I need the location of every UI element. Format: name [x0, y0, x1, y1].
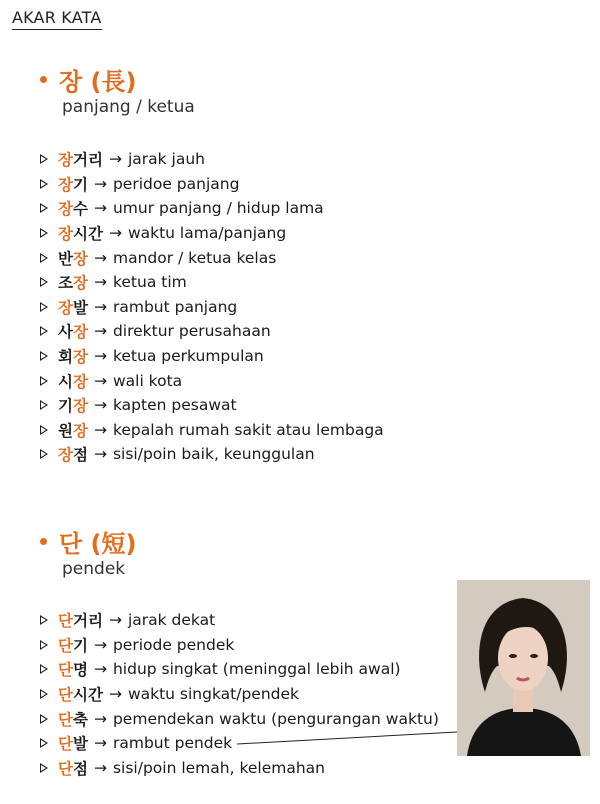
- word-root: 장: [72, 372, 88, 391]
- word-item: [40, 393, 384, 418]
- triangle-bullet-icon: [40, 400, 48, 410]
- arrow-icon: →: [108, 150, 122, 169]
- word-root: 단: [58, 710, 73, 729]
- triangle-bullet-icon: [40, 449, 48, 459]
- triangle-bullet-icon: [40, 179, 48, 189]
- word-item: [40, 319, 384, 344]
- word-suffix: 점: [72, 446, 88, 465]
- arrow-icon: →: [93, 758, 107, 777]
- word-root: 장: [58, 200, 73, 219]
- arrow-icon: →: [108, 611, 122, 630]
- word-suffix: 축: [72, 710, 88, 729]
- korean-word: [58, 708, 88, 730]
- word-gloss: hidup singkat (meninggal lebih awal): [112, 660, 401, 679]
- arrow-icon: →: [93, 420, 107, 439]
- korean-word: [58, 419, 88, 441]
- root-heading: 장 (長): [59, 68, 137, 96]
- korean-word: [58, 658, 88, 680]
- word-list-jang: [40, 147, 384, 467]
- korean-word: [58, 148, 103, 170]
- word-item: [40, 245, 384, 270]
- word-gloss: kepalah rumah sakit atau lembaga: [112, 420, 384, 439]
- word-root: 단: [58, 661, 73, 680]
- word-prefix: 조: [58, 274, 73, 293]
- korean-word: [58, 271, 88, 293]
- word-root: 장: [58, 225, 73, 244]
- word-item: [40, 657, 439, 682]
- triangle-bullet-icon: [40, 425, 48, 435]
- triangle-bullet-icon: [40, 277, 48, 287]
- word-root: 장: [58, 446, 73, 465]
- arrow-icon: →: [93, 709, 107, 728]
- triangle-bullet-icon: [40, 664, 48, 674]
- arrow-icon: →: [93, 660, 107, 679]
- triangle-bullet-icon: [40, 154, 48, 164]
- korean-word: [58, 394, 88, 416]
- word-gloss: sisi/poin baik, keunggulan: [112, 445, 315, 464]
- word-item: [40, 442, 384, 467]
- word-root: 단: [58, 735, 73, 754]
- triangle-bullet-icon: [40, 738, 48, 748]
- word-gloss: periode pendek: [112, 635, 235, 654]
- korean-word: [58, 757, 88, 779]
- word-suffix: 시간: [72, 686, 103, 705]
- word-gloss: wali kota: [112, 371, 183, 390]
- korean-word: [58, 247, 88, 269]
- korean-word: [58, 173, 88, 195]
- word-root: 단: [58, 686, 73, 705]
- portrait-photo: [457, 580, 590, 756]
- korean-word: [58, 609, 103, 631]
- korean-word: [58, 683, 103, 705]
- word-gloss: kapten pesawat: [112, 396, 237, 415]
- word-gloss: umur panjang / hidup lama: [112, 199, 324, 218]
- word-root: 장: [58, 151, 73, 170]
- triangle-bullet-icon: [40, 203, 48, 213]
- word-item: [40, 756, 439, 781]
- korean-word: [58, 345, 88, 367]
- word-prefix: 원: [58, 421, 73, 440]
- word-item: [40, 147, 384, 172]
- triangle-bullet-icon: [40, 228, 48, 238]
- word-gloss: ketua perkumpulan: [112, 347, 264, 366]
- word-root: 단: [58, 612, 73, 631]
- korean-word: [58, 222, 103, 244]
- word-gloss: direktur perusahaan: [112, 322, 271, 341]
- word-root: 단: [58, 636, 73, 655]
- arrow-icon: →: [108, 685, 122, 704]
- word-list-dan: [40, 608, 439, 780]
- korean-word: [58, 320, 88, 342]
- section-heading-dan: [40, 524, 136, 559]
- korean-word: [58, 197, 88, 219]
- arrow-icon: →: [93, 248, 107, 267]
- word-item: [40, 270, 384, 295]
- korean-word: [58, 634, 88, 656]
- arrow-icon: →: [93, 174, 107, 193]
- word-suffix: 거리: [72, 612, 103, 631]
- pointer-line: [237, 730, 459, 750]
- korean-word: [58, 443, 88, 465]
- word-item: [40, 172, 384, 197]
- word-root: 장: [72, 274, 88, 293]
- root-meaning: panjang / ketua: [62, 97, 195, 117]
- root-heading: 단 (短): [59, 530, 137, 558]
- triangle-bullet-icon: [40, 376, 48, 386]
- korean-word: [58, 370, 88, 392]
- word-gloss: mandor / ketua kelas: [112, 248, 277, 267]
- arrow-icon: →: [93, 322, 107, 341]
- word-gloss: peridoe panjang: [112, 174, 240, 193]
- word-root: 장: [72, 421, 88, 440]
- arrow-icon: →: [93, 734, 107, 753]
- word-item: [40, 608, 439, 633]
- word-item: [40, 682, 439, 707]
- bullet-icon: [40, 538, 47, 545]
- word-item: [40, 344, 384, 369]
- word-prefix: 사: [58, 323, 73, 342]
- word-gloss: pemendekan waktu (pengurangan waktu): [112, 709, 439, 728]
- word-suffix: 명: [72, 661, 88, 680]
- word-item: [40, 633, 439, 658]
- bullet-icon: [40, 76, 47, 83]
- word-gloss: jarak dekat: [127, 611, 216, 630]
- word-gloss: ketua tim: [112, 273, 187, 292]
- triangle-bullet-icon: [40, 351, 48, 361]
- word-suffix: 기: [72, 636, 88, 655]
- word-gloss: rambut pendek: [112, 734, 233, 753]
- arrow-icon: →: [93, 297, 107, 316]
- triangle-bullet-icon: [40, 326, 48, 336]
- word-suffix: 발: [72, 298, 88, 317]
- triangle-bullet-icon: [40, 763, 48, 773]
- triangle-bullet-icon: [40, 640, 48, 650]
- word-gloss: rambut panjang: [112, 297, 238, 316]
- word-suffix: 기: [72, 175, 88, 194]
- word-item: [40, 706, 439, 731]
- arrow-icon: →: [93, 371, 107, 390]
- word-prefix: 기: [58, 397, 73, 416]
- word-item: [40, 221, 384, 246]
- arrow-icon: →: [93, 635, 107, 654]
- word-root: 장: [72, 397, 88, 416]
- word-suffix: 점: [72, 759, 88, 778]
- word-prefix: 회: [58, 348, 73, 367]
- word-root: 장: [72, 348, 88, 367]
- word-item: [40, 196, 384, 221]
- arrow-icon: →: [93, 445, 107, 464]
- arrow-icon: →: [108, 224, 122, 243]
- word-item: [40, 368, 384, 393]
- brand-title: AKAR KATA: [12, 8, 102, 30]
- section-heading-jang: [40, 62, 136, 97]
- word-gloss: waktu lama/panjang: [127, 224, 287, 243]
- root-meaning: pendek: [62, 559, 126, 579]
- word-gloss: sisi/poin lemah, kelemahan: [112, 758, 325, 777]
- word-root: 장: [58, 175, 73, 194]
- triangle-bullet-icon: [40, 714, 48, 724]
- triangle-bullet-icon: [40, 302, 48, 312]
- korean-word: [58, 296, 88, 318]
- word-item: [40, 295, 384, 320]
- arrow-icon: →: [93, 199, 107, 218]
- arrow-icon: →: [93, 396, 107, 415]
- arrow-icon: →: [93, 347, 107, 366]
- word-gloss: waktu singkat/pendek: [127, 685, 300, 704]
- korean-word: [58, 732, 88, 754]
- triangle-bullet-icon: [40, 615, 48, 625]
- triangle-bullet-icon: [40, 253, 48, 263]
- word-suffix: 수: [72, 200, 88, 219]
- word-suffix: 거리: [72, 151, 103, 170]
- arrow-icon: →: [93, 273, 107, 292]
- word-gloss: jarak jauh: [127, 150, 205, 169]
- word-root: 장: [72, 249, 88, 268]
- word-root: 장: [58, 298, 73, 317]
- word-root: 단: [58, 759, 73, 778]
- word-prefix: 시: [58, 372, 73, 391]
- word-item: [40, 418, 384, 443]
- word-root: 장: [72, 323, 88, 342]
- triangle-bullet-icon: [40, 689, 48, 699]
- word-suffix: 시간: [72, 225, 103, 244]
- word-suffix: 발: [72, 735, 88, 754]
- word-prefix: 반: [58, 249, 73, 268]
